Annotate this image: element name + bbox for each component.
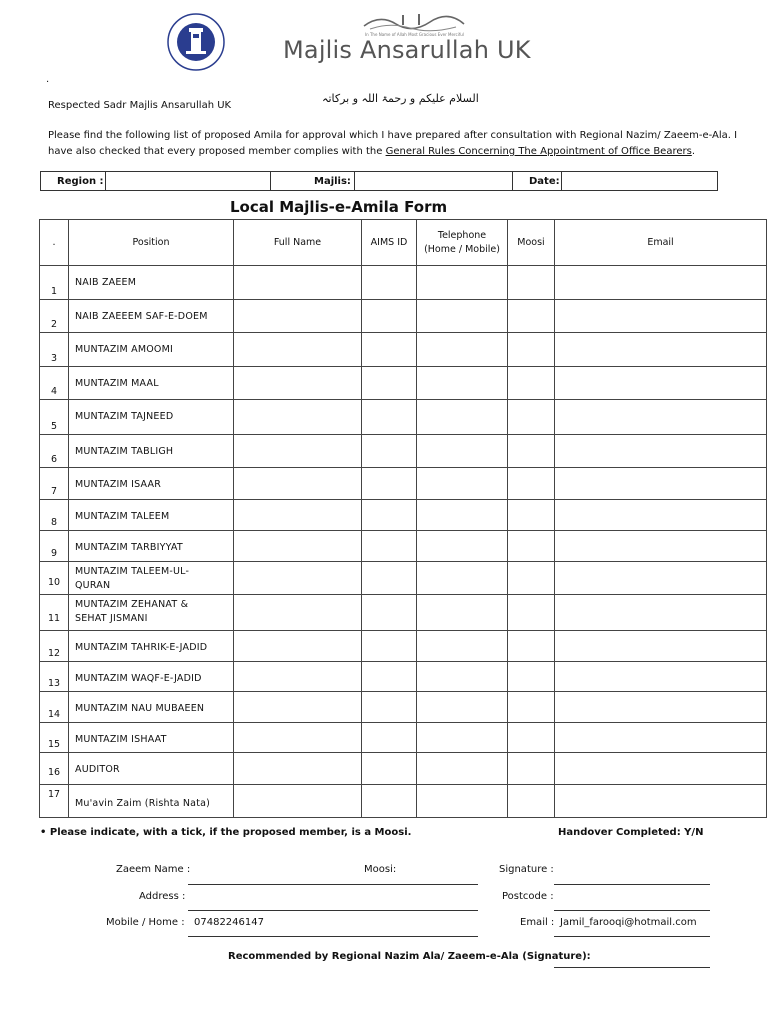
full-name-cell[interactable]: [234, 500, 362, 531]
aims-id-cell[interactable]: [362, 692, 417, 723]
majlis-field[interactable]: [354, 171, 513, 191]
full-name-cell[interactable]: [234, 435, 362, 468]
letter-body-end: .: [691, 146, 696, 157]
letter-body-text: Please find the following list of proposed Amila for approval which I have prepared after consultation with Regional Nazim/ Zaeem-e-Ala. I have also checked that every proposed member complies with the: [48, 130, 738, 157]
arabic-greeting: السلام علیکم و رحمۃ اللہ و برکاتہ: [322, 92, 479, 105]
telephone-cell[interactable]: [417, 785, 508, 818]
full-name-cell[interactable]: [234, 300, 362, 333]
row-position: MUNTAZIM AMOOMI: [69, 333, 234, 367]
aims-id-cell[interactable]: [362, 753, 417, 785]
telephone-cell[interactable]: [417, 595, 508, 631]
table-row: [40, 367, 767, 400]
table-row: [40, 333, 767, 367]
aims-id-cell[interactable]: [362, 500, 417, 531]
aims-id-cell[interactable]: [362, 266, 417, 300]
majlis-label: Majlis:: [314, 176, 351, 187]
table-header-row: [40, 220, 767, 266]
full-name-cell[interactable]: [234, 562, 362, 595]
table-row: [40, 562, 767, 595]
table-row: [40, 500, 767, 531]
organization-logo-icon: [166, 12, 226, 72]
telephone-cell[interactable]: [417, 367, 508, 400]
table-row: [40, 662, 767, 692]
aims-id-cell[interactable]: [362, 662, 417, 692]
telephone-cell[interactable]: [417, 333, 508, 367]
row-position: MUNTAZIM TALEEM-UL- QURAN: [69, 562, 234, 595]
org-title: Majlis Ansarullah UK: [283, 36, 531, 64]
table-row: [40, 531, 767, 562]
row-number: 11: [40, 595, 69, 631]
header-email: Email: [555, 220, 767, 266]
full-name-cell[interactable]: [234, 753, 362, 785]
moosi-cell[interactable]: [508, 435, 555, 468]
moosi-cell[interactable]: [508, 785, 555, 818]
row-number: 13: [40, 662, 69, 692]
row-position: MUNTAZIM ISHAAT: [69, 723, 234, 753]
full-name-cell[interactable]: [234, 400, 362, 435]
moosi-cell[interactable]: [508, 531, 555, 562]
full-name-cell[interactable]: [234, 692, 362, 723]
telephone-cell[interactable]: [417, 468, 508, 500]
email-cell[interactable]: [555, 662, 767, 692]
email-cell[interactable]: [555, 266, 767, 300]
email-cell[interactable]: [555, 785, 767, 818]
row-position: MUNTAZIM TAJNEED: [69, 400, 234, 435]
row-position: MUNTAZIM ZEHANAT & SEHAT JISMANI: [69, 595, 234, 631]
table-row: [40, 692, 767, 723]
email-cell[interactable]: [555, 400, 767, 435]
row-number: 1: [40, 266, 69, 300]
row-number: 9: [40, 531, 69, 562]
aims-id-cell[interactable]: [362, 562, 417, 595]
email-cell[interactable]: [555, 333, 767, 367]
moosi-cell[interactable]: [508, 723, 555, 753]
aims-id-cell[interactable]: [362, 400, 417, 435]
full-name-cell[interactable]: [234, 468, 362, 500]
moosi-cell[interactable]: [508, 692, 555, 723]
header-moosi: Moosi: [508, 220, 555, 266]
moosi-cell[interactable]: [508, 662, 555, 692]
moosi-cell[interactable]: [508, 562, 555, 595]
address-field[interactable]: [188, 910, 478, 911]
row-number: 8: [40, 500, 69, 531]
email-cell[interactable]: [555, 631, 767, 662]
mobile-field-line: [188, 936, 478, 937]
email-cell[interactable]: [555, 500, 767, 531]
bismillah-subtitle: In The Name of Allah Most Gracious Ever Merciful: [365, 32, 464, 37]
table-row: [40, 266, 767, 300]
moosi-cell[interactable]: [508, 300, 555, 333]
aims-id-cell[interactable]: [362, 531, 417, 562]
row-number: 7: [40, 468, 69, 500]
full-name-cell[interactable]: [234, 631, 362, 662]
moosi-cell[interactable]: [508, 367, 555, 400]
table-row: [40, 723, 767, 753]
leading-dot: .: [46, 74, 50, 85]
aims-id-cell[interactable]: [362, 333, 417, 367]
telephone-cell[interactable]: [417, 435, 508, 468]
aims-id-cell[interactable]: [362, 631, 417, 662]
full-name-cell[interactable]: [234, 266, 362, 300]
full-name-cell[interactable]: [234, 333, 362, 367]
email-cell[interactable]: [555, 723, 767, 753]
row-position: NAIB ZAEEM: [69, 266, 234, 300]
row-number: 12: [40, 631, 69, 662]
full-name-cell[interactable]: [234, 723, 362, 753]
region-label: Region :: [57, 176, 104, 187]
mobile-value[interactable]: 07482246147: [194, 917, 264, 928]
table-row: [40, 631, 767, 662]
handover-status: Handover Completed: Y/N: [558, 827, 704, 838]
email-cell[interactable]: [555, 595, 767, 631]
row-number: 5: [40, 400, 69, 435]
moosi-cell[interactable]: [508, 595, 555, 631]
row-number: 16: [40, 753, 69, 785]
zaeem-name-field[interactable]: [188, 884, 478, 885]
aims-id-cell[interactable]: [362, 435, 417, 468]
region-field[interactable]: [105, 171, 271, 191]
full-name-cell[interactable]: [234, 595, 362, 631]
header-full-name: Full Name: [234, 220, 362, 266]
full-name-cell[interactable]: [234, 367, 362, 400]
signature-field[interactable]: [554, 884, 710, 885]
moosi-cell[interactable]: [508, 333, 555, 367]
aims-id-cell[interactable]: [362, 785, 417, 818]
full-name-cell[interactable]: [234, 531, 362, 562]
aims-id-cell[interactable]: [362, 723, 417, 753]
email-cell[interactable]: [555, 435, 767, 468]
recommended-by-label: Recommended by Regional Nazim Ala/ Zaeem-e-Ala (Signature):: [228, 951, 591, 962]
moosi-cell[interactable]: [508, 631, 555, 662]
moosi-cell[interactable]: [508, 266, 555, 300]
letter-body: [48, 128, 738, 160]
row-number: 15: [40, 723, 69, 753]
row-number: 2: [40, 300, 69, 333]
region-majlis-date-row: [40, 171, 718, 191]
table-row: [40, 785, 767, 818]
date-label: Date:: [529, 176, 560, 187]
row-position: Mu'avin Zaim (Rishta Nata): [69, 785, 234, 818]
address-label: Address :: [139, 891, 186, 902]
recommended-signature-field[interactable]: [554, 967, 710, 968]
row-position: NAIB ZAEEEM SAF-E-DOEM: [69, 300, 234, 333]
email-cell[interactable]: [555, 367, 767, 400]
postcode-label: Postcode :: [502, 891, 554, 902]
table-row: [40, 753, 767, 785]
postcode-field[interactable]: [554, 910, 710, 911]
full-name-cell[interactable]: [234, 662, 362, 692]
aims-id-cell[interactable]: [362, 595, 417, 631]
aims-id-cell[interactable]: [362, 468, 417, 500]
moosi-cell[interactable]: [508, 500, 555, 531]
signature-label: Signature :: [499, 864, 554, 875]
moosi-label: Moosi:: [364, 864, 397, 875]
amila-table: [39, 219, 767, 818]
row-position: MUNTAZIM ISAAR: [69, 468, 234, 500]
telephone-cell[interactable]: [417, 753, 508, 785]
row-position: MUNTAZIM TALEEM: [69, 500, 234, 531]
row-position: MUNTAZIM TABLIGH: [69, 435, 234, 468]
moosi-cell[interactable]: [508, 753, 555, 785]
table-row: [40, 595, 767, 631]
moosi-footnote: • Please indicate, with a tick, if the proposed member, is a Moosi.: [40, 827, 412, 838]
email-cell[interactable]: [555, 300, 767, 333]
general-rules-link[interactable]: General Rules Concerning The Appointment of Office Bearers: [385, 146, 692, 157]
moosi-cell[interactable]: [508, 400, 555, 435]
table-row: [40, 400, 767, 435]
header-position: Position: [69, 220, 234, 266]
row-number: 6: [40, 435, 69, 468]
telephone-cell[interactable]: [417, 631, 508, 662]
aims-id-cell[interactable]: [362, 300, 417, 333]
header-aims-id: AIMS ID: [362, 220, 417, 266]
date-field[interactable]: [561, 171, 718, 191]
full-name-cell[interactable]: [234, 785, 362, 818]
telephone-cell[interactable]: [417, 562, 508, 595]
table-row: [40, 468, 767, 500]
telephone-cell[interactable]: [417, 266, 508, 300]
email-label: Email :: [520, 917, 555, 928]
row-number: 17: [40, 785, 69, 818]
salutation: Respected Sadr Majlis Ansarullah UK: [48, 100, 232, 111]
row-number: 14: [40, 692, 69, 723]
aims-id-cell[interactable]: [362, 367, 417, 400]
form-title: Local Majlis-e-Amila Form: [230, 198, 448, 216]
email-cell[interactable]: [555, 753, 767, 785]
email-value[interactable]: Jamil_farooqi@hotmail.com: [560, 917, 697, 928]
row-position: MUNTAZIM NAU MUBAEEN: [69, 692, 234, 723]
moosi-cell[interactable]: [508, 468, 555, 500]
telephone-cell[interactable]: [417, 500, 508, 531]
zaeem-name-label: Zaeem Name :: [116, 864, 191, 875]
email-cell[interactable]: [555, 468, 767, 500]
row-position: MUNTAZIM WAQF-E-JADID: [69, 662, 234, 692]
table-row: [40, 300, 767, 333]
table-row: [40, 435, 767, 468]
telephone-cell[interactable]: [417, 400, 508, 435]
email-cell[interactable]: [555, 531, 767, 562]
header-telephone: Telephone (Home / Mobile): [417, 220, 508, 266]
row-position: MUNTAZIM MAAL: [69, 367, 234, 400]
row-number: 4: [40, 367, 69, 400]
row-position: MUNTAZIM TAHRIK-E-JADID: [69, 631, 234, 662]
row-position: MUNTAZIM TARBIYYAT: [69, 531, 234, 562]
mobile-label: Mobile / Home :: [106, 917, 185, 928]
row-position: AUDITOR: [69, 753, 234, 785]
telephone-cell[interactable]: [417, 692, 508, 723]
telephone-cell[interactable]: [417, 662, 508, 692]
row-number: 3: [40, 333, 69, 367]
email-field-line: [554, 936, 710, 937]
email-cell[interactable]: [555, 562, 767, 595]
row-number: 10: [40, 562, 69, 595]
email-cell[interactable]: [555, 692, 767, 723]
telephone-cell[interactable]: [417, 531, 508, 562]
header-number: .: [40, 220, 69, 266]
telephone-cell[interactable]: [417, 300, 508, 333]
telephone-cell[interactable]: [417, 723, 508, 753]
